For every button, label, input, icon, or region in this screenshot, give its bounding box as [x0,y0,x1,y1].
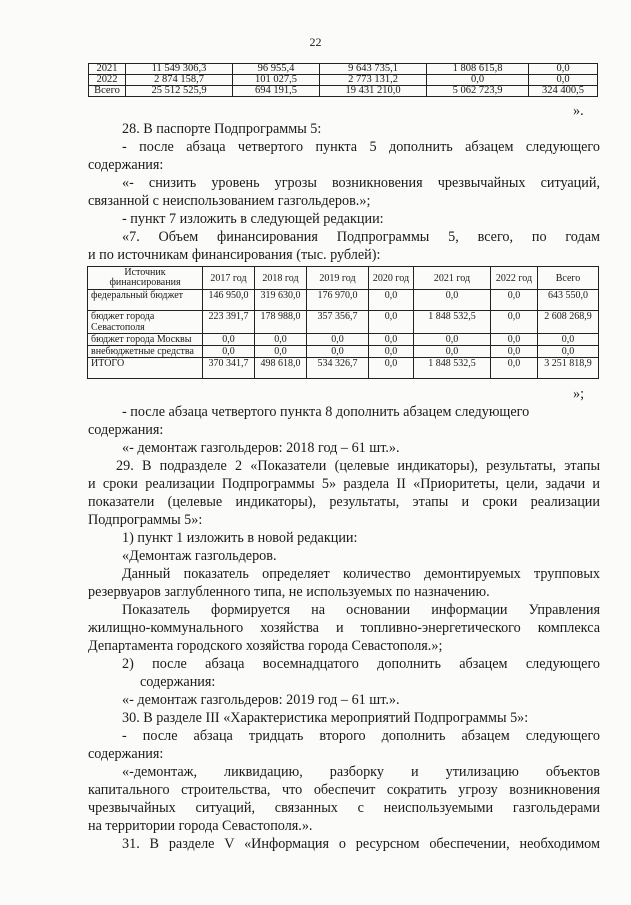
table-header: 2019 год [307,267,369,290]
table-cell: бюджет города Москвы [88,334,203,346]
table-row [88,358,599,379]
table-cell: 0,0 [369,346,414,358]
table-cell: 0,0 [369,334,414,346]
table-cell: 0,0 [414,290,491,311]
table-cell: 357 356,7 [307,311,369,334]
paragraph-line: - после абзаца тридцать второго дополнить абзацем следующего [122,728,600,744]
table-header: Источник финансирования [88,267,203,290]
table-cell: 25 512 525,9 [126,86,233,97]
table-cell: 498 618,0 [255,358,307,379]
paragraph-line: Показатель формируется на основании информации Управления [122,602,600,618]
paragraph-line: на территории города Севастополя.». [88,818,313,834]
paragraph-line: «-демонтаж, ликвидацию, разборку и утилизацию объектов [122,764,600,780]
paragraph-line: содержания: [88,746,164,762]
table-cell: 0,0 [491,311,538,334]
table-cell: 11 549 306,3 [126,64,233,75]
paragraph-line: резервуаров заглубленного типа, не используемых по назначению. [88,584,490,600]
paragraph-line: - пункт 7 изложить в следующей редакции: [122,211,384,227]
table-cell: ИТОГО [88,358,203,379]
paragraph-line: «Демонтаж газгольдеров. [122,548,277,564]
table-cell: 9 643 735,1 [320,64,427,75]
table-cell: 5 062 723,9 [427,86,529,97]
paragraph-line: 30. В разделе III «Характеристика мероприятий Подпрограммы 5»: [122,710,529,726]
table-cell: 146 950,0 [203,290,255,311]
paragraph-line: 28. В паспорте Подпрограммы 5: [122,121,322,137]
table-cell: 2022 [89,75,126,86]
table-cell: 324 400,5 [529,86,598,97]
table-cell: 0,0 [255,346,307,358]
paragraph-line: и по источникам финансирования (тыс. рублей): [88,247,381,263]
paragraph-line: чрезвычайных ситуаций, связанных с неиспользуемыми газгольдерами [88,800,600,816]
table-cell: 1 848 532,5 [414,358,491,379]
table-cell: 2 874 158,7 [126,75,233,86]
table-cell: 534 326,7 [307,358,369,379]
table-cell: 19 431 210,0 [320,86,427,97]
table-cell: 0,0 [538,346,599,358]
table-cell: 370 341,7 [203,358,255,379]
paragraph-line: показатели (целевые индикаторы), результаты, этапы и сроки реализации [88,494,600,510]
page-number: 22 [309,35,322,49]
table-cell: 0,0 [538,334,599,346]
table-cell: 0,0 [427,75,529,86]
table-cell: 0,0 [491,334,538,346]
table-cell: федеральный бюджет [88,290,203,311]
table-cell: 223 391,7 [203,311,255,334]
table-header: 2017 год [203,267,255,290]
paragraph-line: - после абзаца четвертого пункта 5 дополнить абзацем следующего [122,139,600,155]
table-cell: 0,0 [491,346,538,358]
table-cell: 694 191,5 [233,86,320,97]
paragraph-line: 1) пункт 1 изложить в новой редакции: [122,530,358,546]
table-cell: 2 608 268,9 [538,311,599,334]
table-cell: 0,0 [255,334,307,346]
table-header: Всего [538,267,599,290]
paragraph-line: 29. В подразделе 2 «Показатели (целевые индикаторы), результаты, этапы [116,458,600,474]
table-cell: 0,0 [307,334,369,346]
paragraph-line: Подпрограммы 5»: [88,512,203,528]
table-row [88,334,599,346]
table-cell: внебюджетные средства [88,346,203,358]
paragraph-line: «- демонтаж газгольдеров: 2018 год – 61 шт.». [122,440,400,456]
top-table [88,63,598,97]
table-cell: 3 251 818,9 [538,358,599,379]
closing-quote: ». [573,103,584,119]
table-row [88,311,599,334]
paragraph-line: «7. Объем финансирования Подпрограммы 5, всего, по годам [122,229,600,245]
paragraph-line: - после абзаца четвертого пункта 8 дополнить абзацем следующего [122,404,530,420]
table-cell: 0,0 [529,75,598,86]
table-cell: бюджет города Севастополя [88,311,203,334]
table-header-row [88,267,599,290]
table-cell: Всего [89,86,126,97]
table-row [88,290,599,311]
table-cell: 0,0 [414,346,491,358]
table-cell: 0,0 [369,290,414,311]
paragraph-line: содержания: [140,674,216,690]
paragraph-line: 31. В разделе V «Информация о ресурсном обеспечении, необходимом [122,836,600,852]
closing-quote: »; [573,386,585,402]
paragraph-line: капитального строительства, что обеспечит сократить угрозу возникновения [88,782,600,798]
table-cell: 1 848 532,5 [414,311,491,334]
table-cell: 0,0 [307,346,369,358]
paragraph-line: «- снизить уровень угрозы возникновения чрезвычайных ситуаций, [122,175,600,191]
table-cell: 0,0 [414,334,491,346]
table-cell: 176 970,0 [307,290,369,311]
paragraph-line: связанной с неиспользованием газгольдеров.»; [88,193,371,209]
paragraph-line: жилищно-коммунального хозяйства и топливно-энергетического комплекса [88,620,600,636]
table-header: 2020 год [369,267,414,290]
table-cell: 2021 [89,64,126,75]
table-cell: 643 550,0 [538,290,599,311]
table-cell: 178 988,0 [255,311,307,334]
table-cell: 0,0 [203,334,255,346]
table-header: 2022 год [491,267,538,290]
financing-table [87,266,599,379]
table-cell: 0,0 [369,311,414,334]
paragraph-line: 2) после абзаца восемнадцатого дополнить абзацем следующего [122,656,600,672]
table-row [89,64,598,75]
table-cell: 0,0 [203,346,255,358]
table-header: 2021 год [414,267,491,290]
paragraph-line: содержания: [88,422,164,438]
table-cell: 96 955,4 [233,64,320,75]
table-cell: 0,0 [491,358,538,379]
table-cell: 0,0 [529,64,598,75]
table-cell: 0,0 [369,358,414,379]
table-cell: 2 773 131,2 [320,75,427,86]
table-cell: 1 808 615,8 [427,64,529,75]
table-header: 2018 год [255,267,307,290]
paragraph-line: Данный показатель определяет количество демонтируемых трупповых [122,566,600,582]
table-row [89,75,598,86]
table-row [88,346,599,358]
table-cell: 319 630,0 [255,290,307,311]
table-row [89,86,598,97]
paragraph-line: «- демонтаж газгольдеров: 2019 год – 61 шт.». [122,692,400,708]
paragraph-line: Департамента городского хозяйства города Севастополя.»; [88,638,443,654]
paragraph-line: и сроки реализации Подпрограммы 5» раздела II «Приоритеты, цели, задачи и [88,476,600,492]
table-cell: 101 027,5 [233,75,320,86]
table-cell: 0,0 [491,290,538,311]
paragraph-line: содержания: [88,157,164,173]
